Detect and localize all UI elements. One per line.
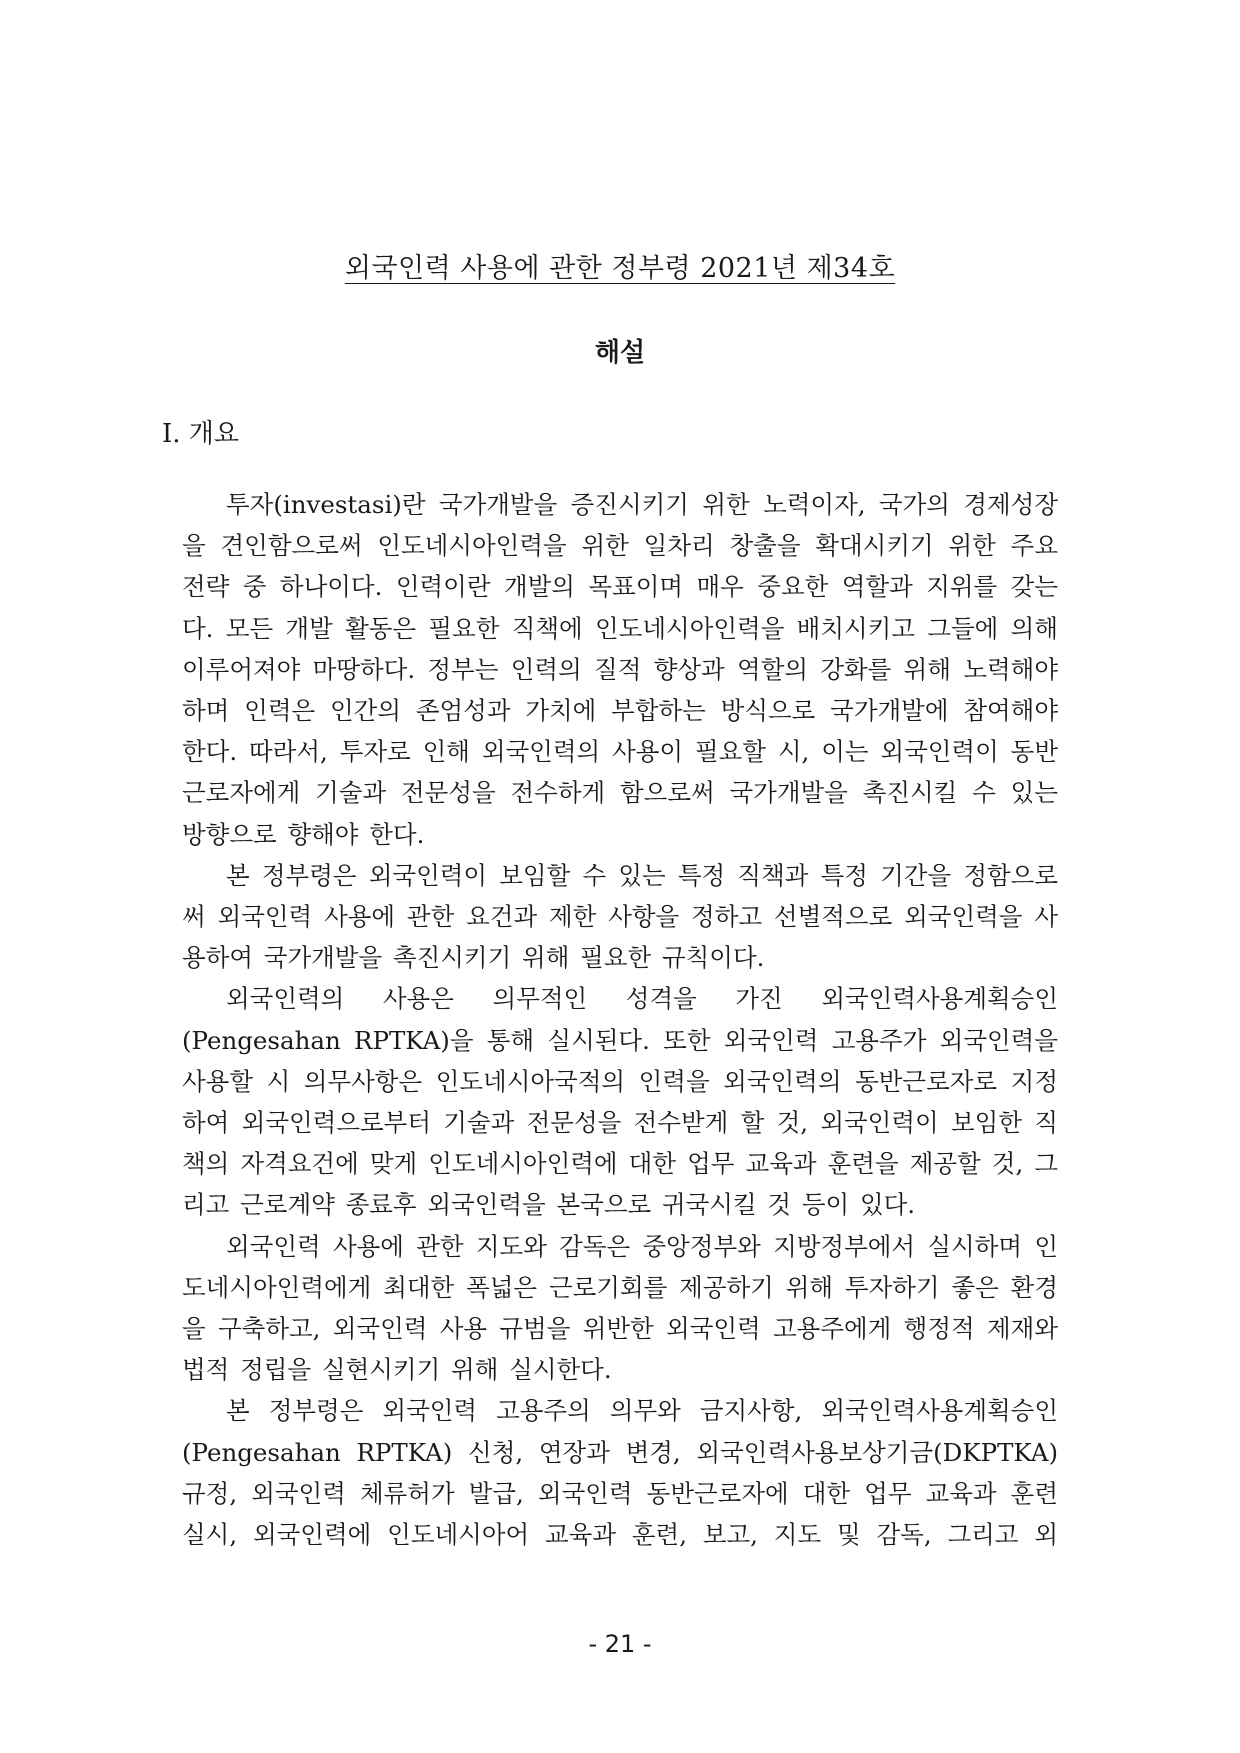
page-number: - 21 - bbox=[588, 1630, 652, 1658]
paragraph-1: 투자(investasi)란 국가개발을 증진시키기 위한 노력이자, 국가의 경제성장을 견인함으로써 인도네시아인력을 위한 일차리 창출을 확대시키기 위한 주요 전략 중 하나이다. 인력이란 개발의 목표이며 매우 중요한 역할과 지위를 갖는다. 모든 개발 활동은 필요한 직책에 인도네시아인력을 배치시키고 그들에 의해 이루어져야 마땅하다. 정부는 인력의 질적 향상과 역할의 강화를 위해 노력해야하며 인력은 인간의 존엄성과 가치에 부합하는 방식으로 국가개발에 참여해야 한다. 따라서, 투자로 인해 외국인력의 사용이 필요할 시, 이는 외국인력이 동반근로자에게 기술과 전문성을 전수하게 함으로써 국가개발을 촉진시킬 수 있는 방향으로 향해야 한다. bbox=[182, 490, 1058, 849]
paragraph-3: 외국인력의 사용은 의무적인 성격을 가진 외국인력사용계획승인(Pengesahan RPTKA)을 통해 실시된다. 또한 외국인력 고용주가 외국인력을 사용할 시 의무사항은 인도네시아국적의 인력을 외국인력의 동반근로자로 지정하여 외국인력으로부터 기술과 전문성을 전수받게 할 것, 외국인력이 보임한 직책의 자격요건에 맞게 인도네시아인력에 대한 업무 교육과 훈련을 제공할 것, 그리고 근로계약 종료후 외국인력을 본국으로 귀국시킬 것 등이 있다. bbox=[182, 984, 1058, 1220]
paragraph-5: 본 정부령은 외국인력 고용주의 의무와 금지사항, 외국인력사용계획승인(Pengesahan RPTKA) 신청, 연장과 변경, 외국인력사용보상기금(DKPTKA) 규정, 외국인력 체류허가 발급, 외국인력 동반근로자에 대한 업무 교육과 훈련 실시, 외국인력에 인도네시아어 교육과 훈련, 보고, 지도 및 감독, 그리고 외 bbox=[182, 1396, 1058, 1550]
paragraph-2: 본 정부령은 외국인력이 보임할 수 있는 특정 직책과 특정 기간을 정함으로써 외국인력 사용에 관한 요건과 제한 사항을 정하고 선별적으로 외국인력을 사용하여 국가개발을 촉진시키기 위해 필요한 규칙이다. bbox=[182, 860, 1058, 973]
paragraph-4: 외국인력 사용에 관한 지도와 감독은 중앙정부와 지방정부에서 실시하며 인도네시아인력에게 최대한 폭넓은 근로기회를 제공하기 위해 투자하기 좋은 환경을 구축하고, 외국인력 사용 규범을 위반한 외국인력 고용주에게 행정적 제재와 법적 정립을 실현시키기 위해 실시한다. bbox=[182, 1231, 1058, 1385]
document-title: 외국인력 사용에 관한 정부령 2021년 제34호 bbox=[344, 253, 896, 284]
section-heading: I. 개요 bbox=[162, 419, 240, 449]
document-subtitle: 해설 bbox=[594, 338, 646, 368]
body-text bbox=[182, 484, 1058, 1555]
